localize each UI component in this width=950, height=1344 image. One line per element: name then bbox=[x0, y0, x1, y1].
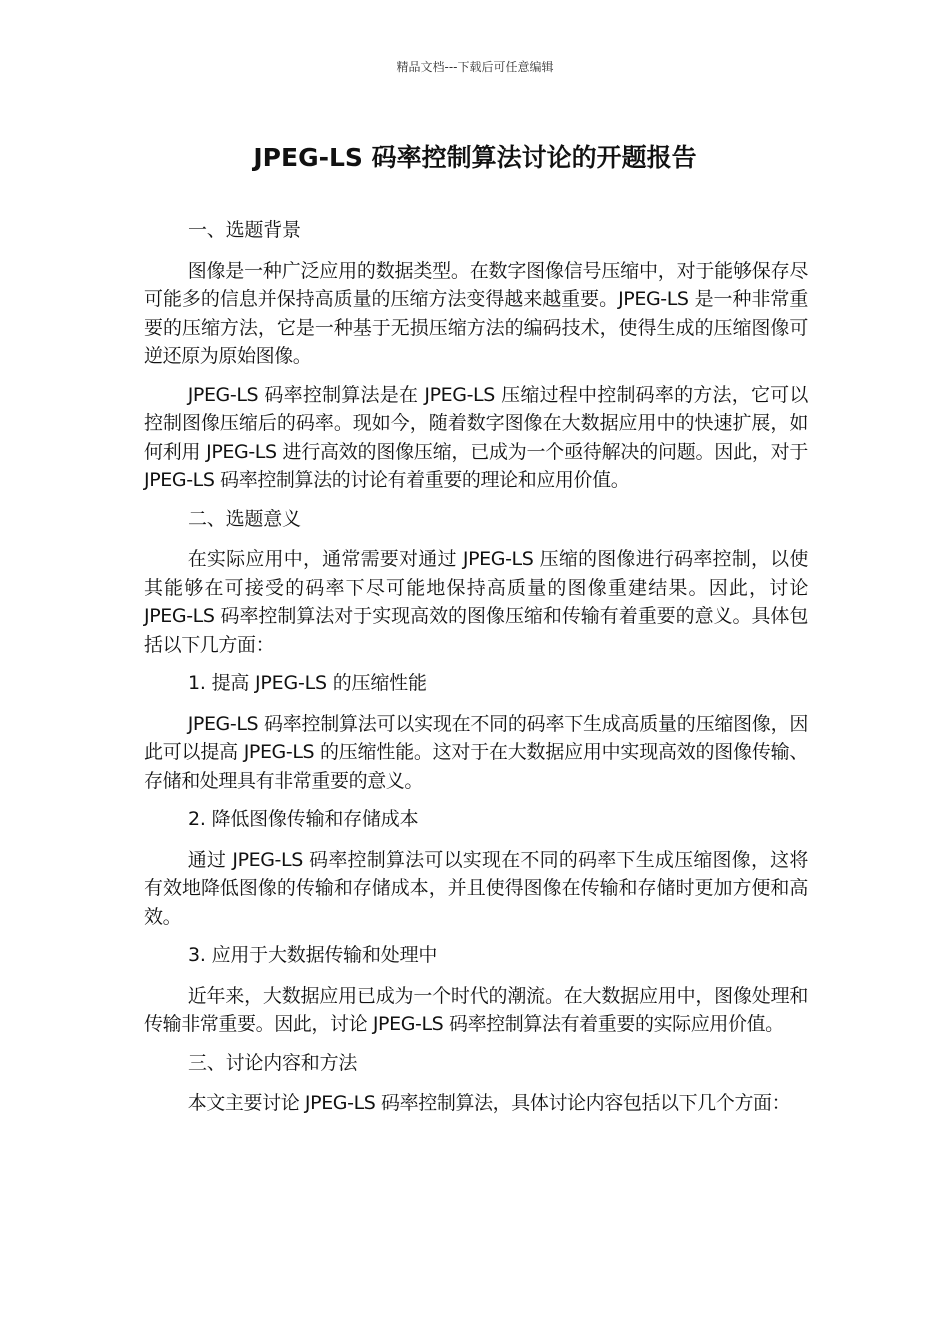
header-note: 精品文档---下载后可任意编辑 bbox=[396, 60, 554, 74]
document-body bbox=[144, 216, 808, 1128]
paragraph: 图像是一种广泛应用的数据类型。在数字图像信号压缩中，对于能够保存尽可能多的信息并保持高质量的压缩方法变得越来越重要。JPEG-LS 是一种非常重要的压缩方法，它是一种基于无损压缩方法的编码技术，使得生成的压缩图像可逆还原为原始图像。 bbox=[144, 259, 808, 367]
paragraph: JPEG-LS 码率控制算法是在 JPEG-LS 压缩过程中控制码率的方法，它可以控制图像压缩后的码率。现如今，随着数字图像在大数据应用中的快速扩展，如何利用 JPEG-LS 进行高效的图像压缩，已成为一个亟待解决的问题。因此，对于 JPEG-LS 码率控制算法的讨论有着重要的理论和应用价值。 bbox=[144, 383, 808, 491]
paragraph: 近年来，大数据应用已成为一个时代的潮流。在大数据应用中，图像处理和传输非常重要。因此，讨论 JPEG-LS 码率控制算法有着重要的实际应用价值。 bbox=[144, 984, 808, 1035]
paragraph: JPEG-LS 码率控制算法可以实现在不同的码率下生成高质量的压缩图像，因此可以提高 JPEG-LS 的压缩性能。这对于在大数据应用中实现高效的图像传输、存储和处理具有非常重要的意义。 bbox=[144, 712, 808, 792]
section-heading-methods: 三、讨论内容和方法 bbox=[188, 1051, 358, 1074]
document-title: JPEG-LS 码率控制算法讨论的开题报告 bbox=[253, 143, 697, 172]
paragraph: 通过 JPEG-LS 码率控制算法可以实现在不同的码率下生成压缩图像，这将有效地降低图像的传输和存储成本，并且使得图像在传输和存储时更加方便和高效。 bbox=[144, 848, 808, 928]
section-heading-background: 一、选题背景 bbox=[188, 219, 301, 241]
paragraph: 在实际应用中，通常需要对通过 JPEG-LS 压缩的图像进行码率控制，以使其能够在可接受的码率下尽可能地保持高质量的图像重建结果。因此，讨论 JPEG-LS 码率控制算法对于实现高效的图像压缩和传输有着重要的意义。具体包括以下几方面： bbox=[144, 548, 808, 656]
paragraph: 本文主要讨论 JPEG-LS 码率控制算法，具体讨论内容包括以下几个方面： bbox=[187, 1092, 791, 1114]
list-item-heading-2: 2. 降低图像传输和存储成本 bbox=[188, 808, 419, 830]
list-item-heading-3: 3. 应用于大数据传输和处理中 bbox=[188, 944, 438, 966]
section-heading-significance: 二、选题意义 bbox=[188, 507, 301, 530]
list-item-heading-1: 1. 提高 JPEG-LS 的压缩性能 bbox=[188, 672, 427, 694]
